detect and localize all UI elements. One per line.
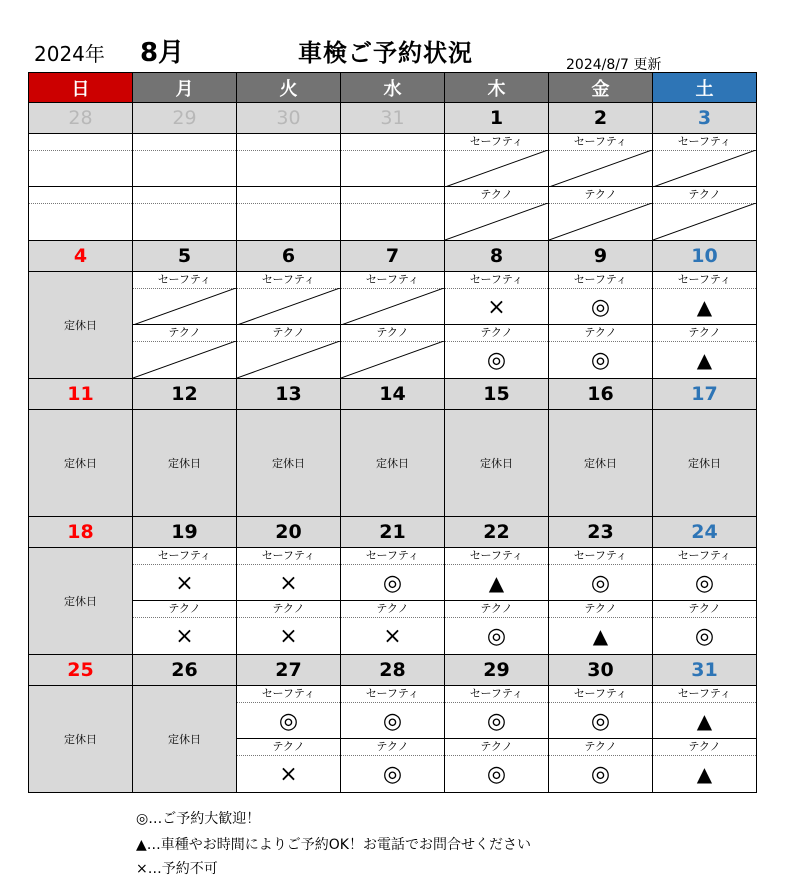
closed-day: 定休日 <box>29 272 133 379</box>
date-cell: 22 <box>445 517 549 548</box>
techno-label: テクノ <box>653 601 756 618</box>
date-cell: 29 <box>133 103 237 134</box>
date-cell: 19 <box>133 517 237 548</box>
safety-label: セーフティ <box>237 686 340 703</box>
availability-mark: ▲ <box>488 571 505 595</box>
availability-mark: × <box>279 624 298 649</box>
date-cell: 27 <box>237 655 341 686</box>
date-cell: 31 <box>341 103 445 134</box>
day-cell <box>445 272 549 379</box>
week-4-body <box>29 548 757 655</box>
safety-label: セーフティ <box>445 134 548 151</box>
availability-mark: ▲ <box>696 709 713 733</box>
weekday-wed: 水 <box>341 73 445 103</box>
date-cell: 25 <box>29 655 133 686</box>
date-cell: 30 <box>237 103 341 134</box>
closed-day: 定休日 <box>237 410 341 517</box>
techno-label: テクノ <box>445 325 548 342</box>
date-cell: 30 <box>549 655 653 686</box>
date-cell: 16 <box>549 379 653 410</box>
date-cell: 21 <box>341 517 445 548</box>
availability-mark: ◎ <box>486 709 507 734</box>
availability-mark: ▲ <box>696 348 713 372</box>
techno-label: テクノ <box>445 739 548 756</box>
day-cell <box>653 548 757 655</box>
safety-label: セーフティ <box>133 272 236 289</box>
safety-label: セーフティ <box>133 548 236 565</box>
availability-mark: ◎ <box>486 348 507 373</box>
updated-date: 2024/8/7 更新 <box>566 57 662 73</box>
availability-mark: × <box>175 624 194 649</box>
date-cell: 7 <box>341 241 445 272</box>
unavailable-slash <box>549 203 652 240</box>
unavailable-slash <box>341 341 444 378</box>
availability-mark: ◎ <box>382 571 403 596</box>
date-cell: 1 <box>445 103 549 134</box>
unavailable-slash <box>445 203 548 240</box>
availability-mark: ▲ <box>592 624 609 648</box>
techno-label: テクノ <box>445 601 548 618</box>
techno-label: テクノ <box>653 187 756 204</box>
day-cell <box>653 686 757 793</box>
availability-mark: ◎ <box>694 571 715 596</box>
week-5-dates <box>29 655 757 686</box>
techno-label: テクノ <box>237 739 340 756</box>
day-cell <box>237 686 341 793</box>
reservation-calendar <box>28 72 757 793</box>
unavailable-slash <box>237 341 340 378</box>
date-cell: 31 <box>653 655 757 686</box>
date-cell: 26 <box>133 655 237 686</box>
availability-mark: ▲ <box>696 295 713 319</box>
safety-label: セーフティ <box>341 272 444 289</box>
date-cell: 20 <box>237 517 341 548</box>
date-cell: 24 <box>653 517 757 548</box>
safety-label: セーフティ <box>445 548 548 565</box>
day-cell <box>341 686 445 793</box>
techno-label: テクノ <box>549 601 652 618</box>
month-label: 8月 <box>140 38 185 68</box>
availability-mark: ◎ <box>590 571 611 596</box>
techno-label: テクノ <box>445 187 548 204</box>
availability-mark: × <box>383 624 402 649</box>
date-cell: 14 <box>341 379 445 410</box>
techno-label: テクノ <box>549 739 652 756</box>
safety-label: セーフティ <box>341 548 444 565</box>
day-cell <box>549 134 653 241</box>
unavailable-slash <box>133 341 236 378</box>
date-cell: 23 <box>549 517 653 548</box>
day-cell <box>653 272 757 379</box>
unavailable-slash <box>653 203 756 240</box>
closed-day: 定休日 <box>133 686 237 793</box>
closed-day: 定休日 <box>341 410 445 517</box>
week-3-dates <box>29 379 757 410</box>
date-cell: 10 <box>653 241 757 272</box>
availability-mark: × <box>279 571 298 596</box>
day-cell <box>237 548 341 655</box>
safety-label: セーフティ <box>653 272 756 289</box>
day-cell <box>549 272 653 379</box>
day-cell <box>341 548 445 655</box>
techno-label: テクノ <box>653 325 756 342</box>
legend-conditional: ▲…車種やお時間によりご予約OK！お電話でお問合せください <box>136 837 531 853</box>
safety-label: セーフティ <box>237 548 340 565</box>
weekday-mon: 月 <box>133 73 237 103</box>
availability-mark: ◎ <box>694 624 715 649</box>
safety-label: セーフティ <box>653 134 756 151</box>
availability-mark: ◎ <box>382 709 403 734</box>
date-cell: 4 <box>29 241 133 272</box>
techno-label: テクノ <box>341 601 444 618</box>
weekday-sat: 土 <box>653 73 757 103</box>
availability-mark: ◎ <box>382 762 403 787</box>
techno-label: テクノ <box>549 325 652 342</box>
safety-label: セーフティ <box>237 272 340 289</box>
techno-label: テクノ <box>341 325 444 342</box>
day-cell <box>133 272 237 379</box>
techno-label: テクノ <box>133 601 236 618</box>
date-cell: 28 <box>341 655 445 686</box>
techno-label: テクノ <box>133 325 236 342</box>
day-cell <box>445 686 549 793</box>
safety-label: セーフティ <box>341 686 444 703</box>
unavailable-slash <box>341 288 444 325</box>
day-cell <box>445 134 549 241</box>
day-cell <box>549 686 653 793</box>
unavailable-slash <box>653 150 756 187</box>
availability-mark: × <box>279 762 298 787</box>
day-cell <box>341 272 445 379</box>
closed-day: 定休日 <box>133 410 237 517</box>
safety-label: セーフティ <box>653 548 756 565</box>
week-4-dates <box>29 517 757 548</box>
availability-mark: ◎ <box>278 709 299 734</box>
safety-label: セーフティ <box>653 686 756 703</box>
unavailable-slash <box>133 288 236 325</box>
legend-unavailable: ×…予約不可 <box>136 861 218 877</box>
availability-mark: ◎ <box>486 762 507 787</box>
techno-label: テクノ <box>237 601 340 618</box>
availability-mark: × <box>487 295 506 320</box>
date-cell: 6 <box>237 241 341 272</box>
date-cell: 28 <box>29 103 133 134</box>
unavailable-slash <box>445 150 548 187</box>
techno-label: テクノ <box>341 739 444 756</box>
date-cell: 9 <box>549 241 653 272</box>
date-cell: 18 <box>29 517 133 548</box>
day-cell <box>549 548 653 655</box>
day-cell <box>445 548 549 655</box>
day-cell <box>237 272 341 379</box>
closed-day: 定休日 <box>29 686 133 793</box>
safety-label: セーフティ <box>445 686 548 703</box>
year-label: 2024年 <box>34 42 105 66</box>
closed-day: 定休日 <box>549 410 653 517</box>
weekday-sun: 日 <box>29 73 133 103</box>
week-1-body <box>29 134 757 241</box>
availability-mark: ◎ <box>486 624 507 649</box>
techno-label: テクノ <box>237 325 340 342</box>
date-cell: 29 <box>445 655 549 686</box>
date-cell: 15 <box>445 379 549 410</box>
safety-label: セーフティ <box>445 272 548 289</box>
date-cell: 11 <box>29 379 133 410</box>
techno-label: テクノ <box>549 187 652 204</box>
availability-mark: ◎ <box>590 762 611 787</box>
date-cell: 8 <box>445 241 549 272</box>
week-2-dates <box>29 241 757 272</box>
date-cell: 17 <box>653 379 757 410</box>
closed-day: 定休日 <box>29 548 133 655</box>
availability-mark: × <box>175 571 194 596</box>
safety-label: セーフティ <box>549 134 652 151</box>
safety-label: セーフティ <box>549 272 652 289</box>
day-cell <box>133 548 237 655</box>
day-cell-empty <box>133 134 237 241</box>
closed-day: 定休日 <box>29 410 133 517</box>
weekday-tue: 火 <box>237 73 341 103</box>
safety-label: セーフティ <box>549 686 652 703</box>
day-cell <box>653 134 757 241</box>
closed-day: 定休日 <box>653 410 757 517</box>
page-title: 車検ご予約状況 <box>298 39 473 67</box>
day-cell-empty <box>29 134 133 241</box>
week-1-dates <box>29 103 757 134</box>
day-cell-empty <box>341 134 445 241</box>
date-cell: 3 <box>653 103 757 134</box>
date-cell: 5 <box>133 241 237 272</box>
weekday-thu: 木 <box>445 73 549 103</box>
date-cell: 2 <box>549 103 653 134</box>
day-cell-empty <box>237 134 341 241</box>
weekday-header-row <box>29 73 757 103</box>
closed-day: 定休日 <box>445 410 549 517</box>
legend-available: ◎…ご予約大歓迎！ <box>136 811 261 827</box>
techno-label: テクノ <box>653 739 756 756</box>
week-2-body <box>29 272 757 379</box>
weekday-fri: 金 <box>549 73 653 103</box>
unavailable-slash <box>237 288 340 325</box>
week-3-body <box>29 410 757 517</box>
date-cell: 12 <box>133 379 237 410</box>
unavailable-slash <box>549 150 652 187</box>
availability-mark: ▲ <box>696 762 713 786</box>
safety-label: セーフティ <box>549 548 652 565</box>
week-5-body <box>29 686 757 793</box>
availability-mark: ◎ <box>590 295 611 320</box>
date-cell: 13 <box>237 379 341 410</box>
availability-mark: ◎ <box>590 709 611 734</box>
availability-mark: ◎ <box>590 348 611 373</box>
